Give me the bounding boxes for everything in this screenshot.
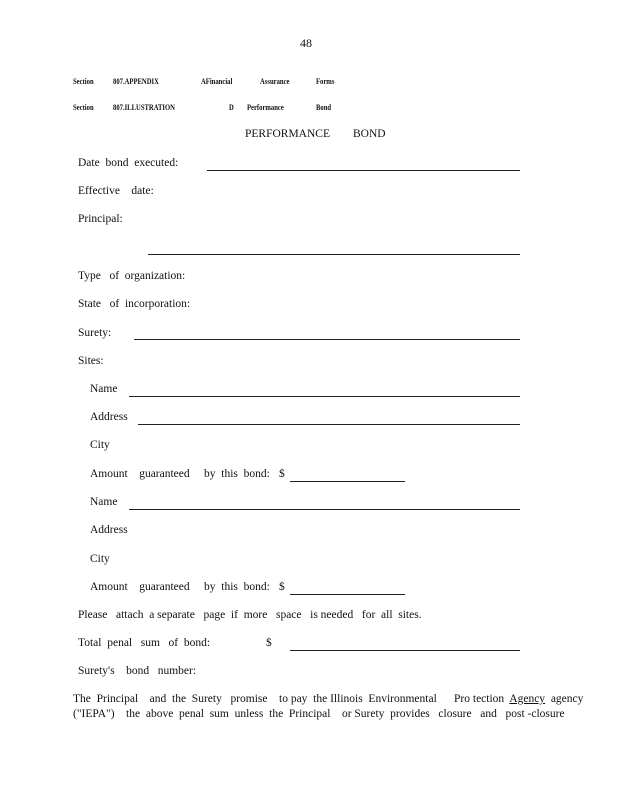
header-title-forms: Forms [316,76,335,86]
attach-note: Please attach a separate page if more space is needed for all sites. [78,609,422,621]
state-inc-label: State of incorporation: [78,298,191,310]
form-title: PERFORMANCE BOND [245,128,386,140]
principal-line[interactable] [148,254,520,255]
site1-dollar-sign: $ [279,468,285,480]
header-section-label: Section [73,76,94,86]
agency-link-text: Agency [509,693,546,705]
principal-label: Principal: [78,213,123,225]
site2-dollar-sign: $ [279,581,285,593]
total-penal-label: Total penal sum of bond: [78,637,211,649]
site1-city-label: City [90,439,110,451]
site2-address-label: Address [90,524,128,536]
site2-amount-label: Amount guaranteed by this bond: [90,581,270,593]
site1-amount-line[interactable] [290,481,405,482]
site2-city-label: City [90,553,110,565]
surety-bond-number-label: Surety's bond number: [78,665,197,677]
header-title-bond: Bond [316,102,332,112]
header-illustration-letter: D [229,102,234,112]
total-dollar-sign: $ [266,637,272,649]
header-appendix-letter: AFinancial [201,76,233,86]
header-title-performance: Performance [247,102,284,112]
page-number: 48 [300,36,312,50]
sites-label: Sites: [78,355,104,367]
site1-address-line[interactable] [138,424,520,425]
site2-name-label: Name [90,496,118,508]
surety-label: Surety: [78,327,112,339]
header-section-number-2: 807.ILLUSTRATION [113,102,175,112]
site2-amount-line[interactable] [290,594,405,595]
surety-line[interactable] [134,339,520,340]
site1-name-label: Name [90,383,118,395]
header-title-assurance: Assurance [260,76,290,86]
site1-address-label: Address [90,411,128,423]
date-executed-line[interactable] [207,170,520,171]
header-section-label-2: Section [73,102,94,112]
site1-amount-label: Amount guaranteed by this bond: [90,468,270,480]
org-type-label: Type of organization: [78,270,186,282]
header-section-number: 807.APPENDIX [113,76,159,86]
effective-date-label: Effective date: [78,185,154,197]
paragraph-line-2: ("IEPA") the above penal sum unless the Principal or Surety provides closure and post -closure [73,708,565,720]
site1-name-line[interactable] [129,396,520,397]
paragraph-line-1: The Principal and the Surety promise to pay the Illinois Environmental Pro tection Agency agency [73,693,584,705]
total-penal-line[interactable] [290,650,520,651]
date-executed-label: Date bond executed: [78,157,179,169]
site2-name-line[interactable] [129,509,520,510]
